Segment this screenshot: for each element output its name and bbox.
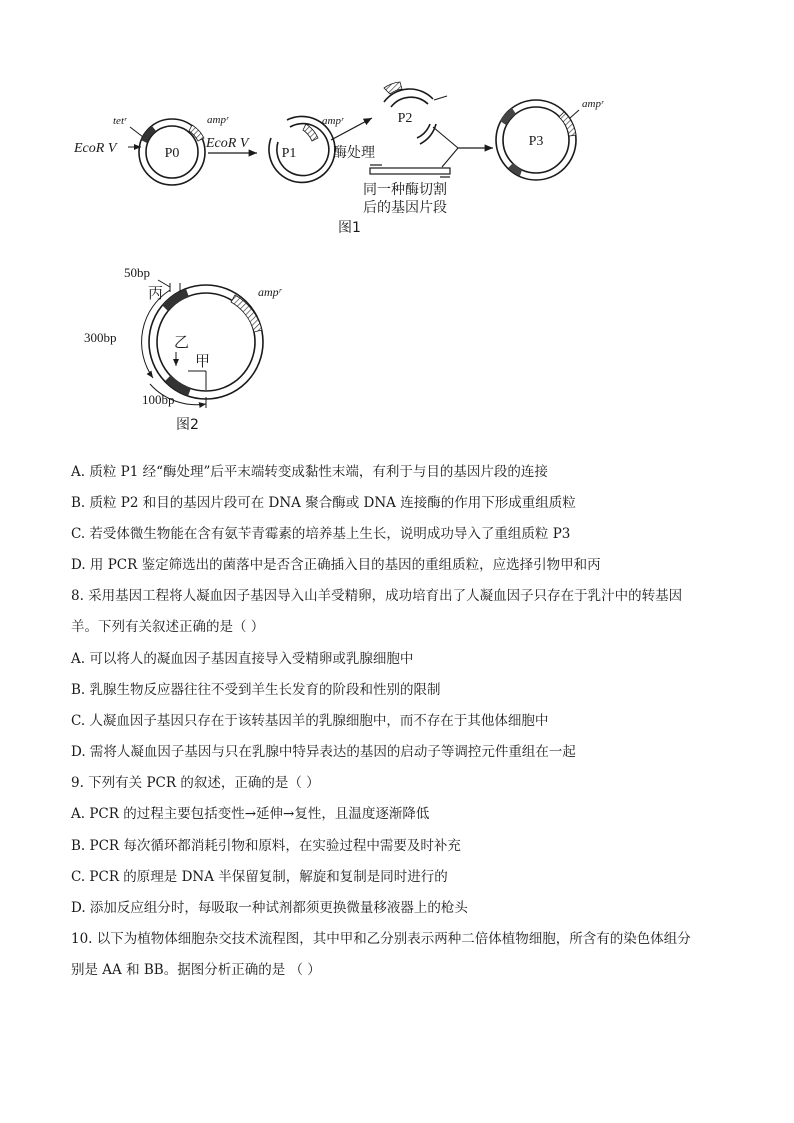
ecorv-label-mid: EcoR V <box>206 136 249 151</box>
q10-stem-line2: 别是 AA 和 BB。据图分析正确的是 （ ） <box>71 962 321 978</box>
q9-stem: 9. 下列有关 PCR 的叙述，正确的是（ ） <box>71 775 320 791</box>
q8-option-b: B. 乳腺生物反应器往往不受到羊生长发育的阶段和性别的限制 <box>71 682 441 698</box>
q7-option-a: A. 质粒 P1 经“酶处理”后平末端转变成黏性末端，有利于与目的基因片段的连接 <box>71 464 548 480</box>
fragment-label-1: 同一种酶切割 <box>363 182 447 198</box>
figure2-caption: 图2 <box>176 417 199 433</box>
len-100: 100bp <box>142 392 175 407</box>
len-300: 300bp <box>84 330 117 345</box>
q9-option-c: C. PCR 的原理是 DNA 半保留复制，解旋和复制是同时进行的 <box>71 869 448 885</box>
amp-label-fig2: ampʳ <box>258 285 282 299</box>
figure1-caption: 图1 <box>338 220 361 236</box>
amp-label-p0: ampʳ <box>207 114 229 126</box>
p3-label: P3 <box>528 134 544 149</box>
figure2 <box>84 265 283 433</box>
plasmid-p3 <box>496 100 576 180</box>
q7-option-b: B. 质粒 P2 和目的基因片段可在 DNA 聚合酶或 DNA 连接酶的作用下形成重组质粒 <box>71 495 576 511</box>
p0-label: P0 <box>164 146 180 161</box>
q8-stem-line2: 羊。下列有关叙述正确的是（ ） <box>71 619 265 635</box>
q8-option-d: D. 需将人凝血因子基因与只在乳腺中特异表达的基因的启动子等调控元件重组在一起 <box>71 744 576 760</box>
q8-option-a: A. 可以将人的凝血因子基因直接导入受精卵或乳腺细胞中 <box>71 651 414 667</box>
q9-option-b: B. PCR 每次循环都消耗引物和原料，在实验过程中需要及时补充 <box>71 838 461 854</box>
tet-label: tetʳ <box>113 115 127 127</box>
fragment-label-2: 后的基因片段 <box>363 200 447 216</box>
q9-option-d: D. 添加反应组分时，每吸取一种试剂都须更换微量移液器上的枪头 <box>71 900 468 916</box>
ecorv-label-left: EcoR V <box>74 141 117 156</box>
q10-stem-line1: 10. 以下为植物体细胞杂交技术流程图，其中甲和乙分别表示两种二倍体植物细胞，所含有的染色体组分 <box>71 931 691 947</box>
primer-yi: 乙 <box>174 333 190 351</box>
q8-stem-line1: 8. 采用基因工程将人凝血因子基因导入山羊受精卵，成功培育出了人凝血因子只存在于乳汁中的转基因 <box>71 588 683 604</box>
figures-area <box>0 0 794 445</box>
q7-option-d: D. 用 PCR 鉴定筛选出的菌落中是否含正确插入目的基因的重组质粒，应选择引物甲和丙 <box>71 557 601 573</box>
primer-bing: 丙 <box>148 284 164 302</box>
figure1 <box>73 82 605 236</box>
q8-option-c: C. 人凝血因子基因只存在于该转基因羊的乳腺细胞中，而不存在于其他体细胞中 <box>71 713 549 729</box>
q9-option-a: A. PCR 的过程主要包括变性→延伸→复性，且温度逐渐降低 <box>71 806 430 822</box>
p2-label: P2 <box>397 111 413 126</box>
gene-fragment <box>370 165 450 177</box>
plasmid-p0 <box>139 119 205 185</box>
p1-label: P1 <box>281 146 297 161</box>
enzyme-step-label: 酶处理 <box>333 145 375 161</box>
amp-label-p1: ampʳ <box>322 115 344 127</box>
q7-option-c: C. 若受体微生物能在含有氨苄青霉素的培养基上生长，说明成功导入了重组质粒 P3 <box>71 526 571 542</box>
plasmid-p2 <box>384 82 436 144</box>
amp-label-p3: ampʳ <box>582 98 604 110</box>
len-50: 50bp <box>124 265 150 280</box>
primer-jia: 甲 <box>195 352 211 370</box>
